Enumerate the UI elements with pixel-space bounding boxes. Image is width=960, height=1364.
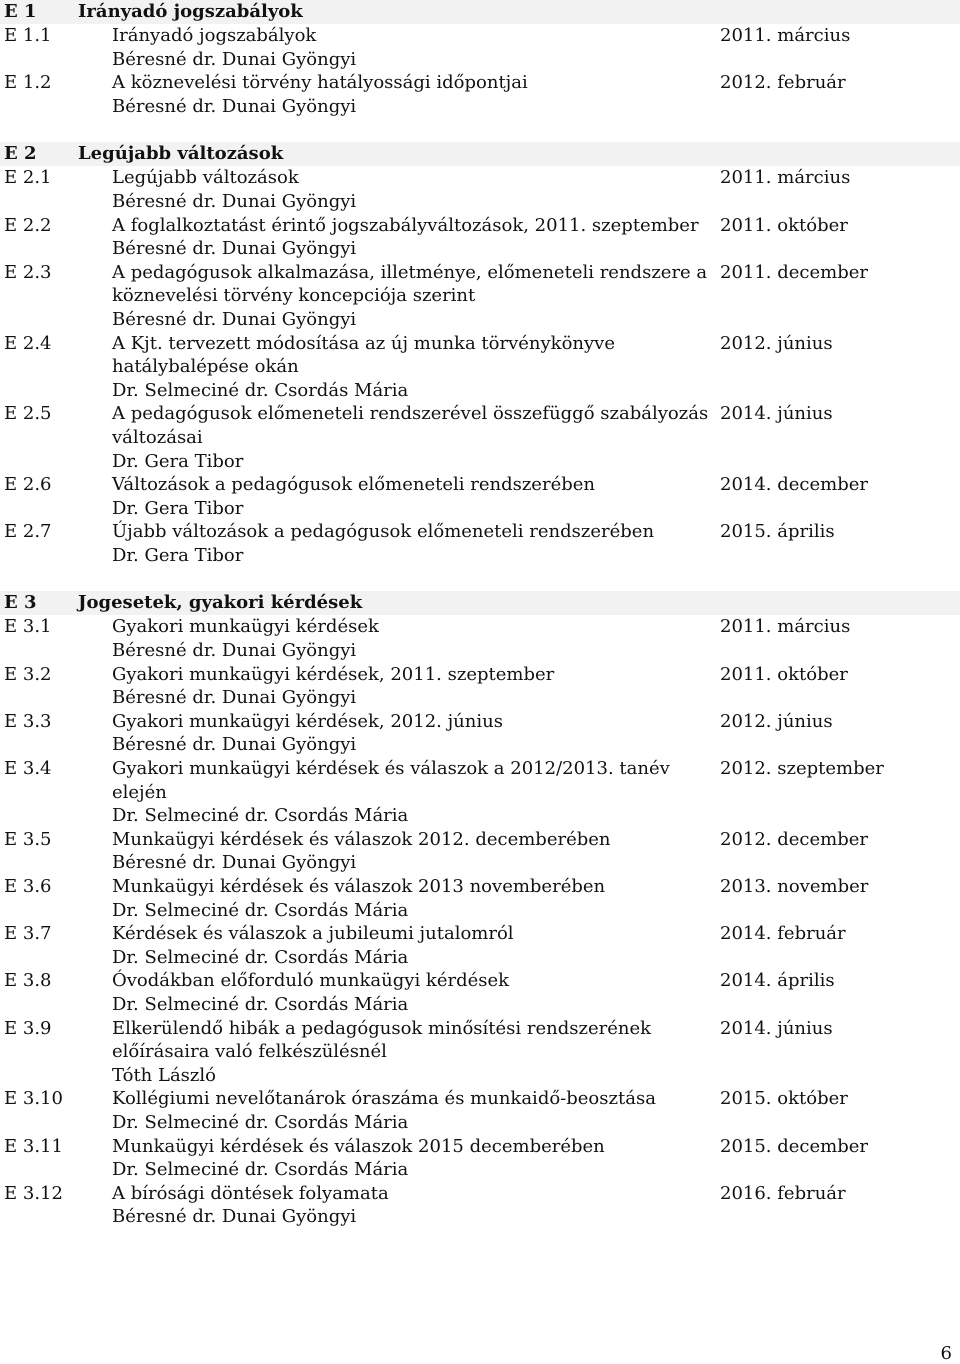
section-title: Jogesetek, gyakori kérdések: [78, 592, 363, 614]
toc-entry: [0, 1017, 960, 1088]
entry-date: 2011. március: [720, 167, 851, 189]
toc-entry: [0, 828, 960, 875]
entry-code: E 2.6: [4, 474, 52, 496]
toc-entry: [0, 922, 960, 969]
page-number: 6: [940, 1343, 952, 1364]
entry-title: Munkaügyi kérdések és válaszok 2012. decemberében: [112, 828, 611, 850]
section-header: [0, 591, 960, 615]
entry-date: 2014. április: [720, 970, 835, 992]
toc-entry: [0, 166, 960, 213]
toc-entry: [0, 615, 960, 662]
entry-date: 2015. október: [720, 1088, 848, 1110]
entry-code: E 2.2: [4, 214, 52, 236]
entry-title: A bírósági döntések folyamata: [112, 1182, 389, 1204]
entry-date: 2012. szeptember: [720, 758, 884, 780]
entry-code: E 3.2: [4, 663, 52, 685]
entry-date: 2012. június: [720, 710, 833, 732]
toc-entry: [0, 402, 960, 473]
toc-entry: [0, 473, 960, 520]
entry-author: Dr. Gera Tibor: [112, 450, 244, 472]
section-code: E 2: [4, 143, 37, 165]
entry-author: Béresné dr. Dunai Gyöngyi: [112, 308, 357, 330]
entry-author: Dr. Gera Tibor: [112, 544, 244, 566]
entry-date: 2016. február: [720, 1182, 846, 1204]
entry-title: Óvodákban előforduló munkaügyi kérdések: [112, 970, 510, 992]
toc-entry: [0, 332, 960, 403]
section-code: E 3: [4, 592, 37, 614]
entry-code: E 3.12: [4, 1182, 63, 1204]
toc-entry: [0, 710, 960, 757]
entry-title: Legújabb változások: [112, 167, 299, 189]
entry-title: A pedagógusok előmeneteli rendszerével összefüggő szabályozás változásai: [112, 403, 709, 448]
entry-date: 2015. december: [720, 1135, 869, 1157]
entry-title: A foglalkoztatást érintő jogszabályváltozások, 2011. szeptember: [112, 214, 699, 236]
entry-code: E 2.4: [4, 332, 52, 354]
entry-code: E 3.7: [4, 923, 52, 945]
entry-date: 2011. március: [720, 616, 851, 638]
entry-title: Kérdések és válaszok a jubileumi jutalomról: [112, 923, 514, 945]
entry-title: Gyakori munkaügyi kérdések, 2012. június: [112, 710, 503, 732]
entry-author: Béresné dr. Dunai Gyöngyi: [112, 687, 357, 709]
entry-code: E 3.3: [4, 710, 52, 732]
entry-author: Dr. Selmeciné dr. Csordás Mária: [112, 899, 409, 921]
entry-date: 2011. március: [720, 25, 851, 46]
entry-date: 2011. október: [720, 214, 848, 236]
entry-date: 2012. december: [720, 828, 869, 850]
entry-title: Újabb változások a pedagógusok előmeneteli rendszerében: [112, 521, 655, 543]
entry-title: A pedagógusok alkalmazása, illetménye, előmeneteli rendszere a köznevelési törvény koncepciója szerint: [112, 261, 708, 307]
section-header: [0, 142, 960, 166]
entry-code: E 1.1: [4, 25, 52, 46]
entry-author: Béresné dr. Dunai Gyöngyi: [112, 1206, 357, 1228]
entry-title: Változások a pedagógusok előmeneteli rendszerében: [112, 474, 595, 496]
entry-date: 2014. február: [720, 923, 846, 945]
entry-code: E 2.5: [4, 403, 52, 425]
entry-code: E 3.9: [4, 1017, 52, 1039]
entry-date: 2015. április: [720, 521, 835, 543]
toc-entry: [0, 1087, 960, 1134]
entry-code: E 3.8: [4, 970, 52, 992]
toc-entry: [0, 969, 960, 1016]
toc-entry: [0, 757, 960, 828]
entry-date: 2013. november: [720, 876, 869, 897]
entry-date: 2011. december: [720, 261, 869, 283]
entry-date: 2012. február: [720, 72, 846, 94]
toc-entry: [0, 875, 960, 922]
toc-section-e1: [0, 0, 960, 118]
toc-entry: [0, 71, 960, 118]
entry-author: Dr. Selmeciné dr. Csordás Mária: [112, 1159, 409, 1181]
entry-author: Béresné dr. Dunai Gyöngyi: [112, 238, 357, 260]
entry-title: Irányadó jogszabályok: [112, 25, 317, 46]
entry-author: Dr. Selmeciné dr. Csordás Mária: [112, 993, 409, 1015]
entry-code: E 2.7: [4, 521, 52, 543]
entry-author: Béresné dr. Dunai Gyöngyi: [112, 48, 357, 70]
entry-date: 2012. június: [720, 332, 833, 354]
entry-author: Béresné dr. Dunai Gyöngyi: [112, 640, 357, 662]
entry-author: Tóth László: [112, 1064, 216, 1086]
section-title: Legújabb változások: [78, 143, 284, 165]
toc-section-e3: [0, 591, 960, 1228]
entry-author: Dr. Gera Tibor: [112, 497, 244, 519]
toc-entry: [0, 520, 960, 567]
entry-code: E 3.10: [4, 1088, 63, 1110]
entry-title: Gyakori munkaügyi kérdések és válaszok a 2012/2013. tanév elején: [112, 758, 670, 803]
entry-date: 2011. október: [720, 663, 848, 685]
toc-entry: [0, 1135, 960, 1182]
section-code: E 1: [4, 1, 37, 22]
entry-code: E 2.1: [4, 167, 52, 189]
toc-entry: [0, 214, 960, 261]
entry-code: E 3.1: [4, 616, 52, 638]
entry-date: 2014. június: [720, 403, 833, 425]
entry-code: E 3.11: [4, 1135, 63, 1157]
toc-section-e2: [0, 142, 960, 567]
entry-title: Gyakori munkaügyi kérdések: [112, 616, 379, 638]
entry-title: Elkerülendő hibák a pedagógusok minősítési rendszerének előírásaira való felkészülésnél: [112, 1017, 652, 1063]
entry-author: Dr. Selmeciné dr. Csordás Mária: [112, 379, 409, 401]
entry-title: Munkaügyi kérdések és válaszok 2013 novemberében: [112, 876, 606, 897]
section-title: Irányadó jogszabályok: [78, 1, 303, 22]
entry-title: Munkaügyi kérdések és válaszok 2015 decemberében: [112, 1135, 605, 1157]
entry-code: E 3.4: [4, 758, 52, 780]
entry-author: Béresné dr. Dunai Gyöngyi: [112, 734, 357, 756]
entry-title: Kollégiumi nevelőtanárok óraszáma és munkaidő-beosztása: [112, 1088, 656, 1110]
section-header: [0, 0, 960, 24]
entry-title: A Kjt. tervezett módosítása az új munka törvénykönyve hatálybalépése okán: [112, 332, 616, 378]
entry-author: Béresné dr. Dunai Gyöngyi: [112, 852, 357, 874]
entry-author: Dr. Selmeciné dr. Csordás Mária: [112, 946, 409, 968]
toc-entry: [0, 1182, 960, 1229]
entry-code: E 1.2: [4, 72, 52, 94]
entry-code: E 3.6: [4, 876, 52, 897]
entry-author: Dr. Selmeciné dr. Csordás Mária: [112, 1111, 409, 1133]
entry-author: Dr. Selmeciné dr. Csordás Mária: [112, 805, 409, 827]
entry-author: Béresné dr. Dunai Gyöngyi: [112, 95, 357, 117]
entry-date: 2014. június: [720, 1017, 833, 1039]
entry-title: Gyakori munkaügyi kérdések, 2011. szeptember: [112, 663, 555, 685]
entry-code: E 2.3: [4, 261, 52, 283]
toc-entry: [0, 663, 960, 710]
entry-date: 2014. december: [720, 474, 869, 496]
toc-entry: [0, 24, 960, 71]
entry-title: A köznevelési törvény hatályossági időpontjai: [112, 72, 528, 94]
entry-code: E 3.5: [4, 828, 52, 850]
toc-entry: [0, 261, 960, 332]
entry-author: Béresné dr. Dunai Gyöngyi: [112, 190, 357, 212]
